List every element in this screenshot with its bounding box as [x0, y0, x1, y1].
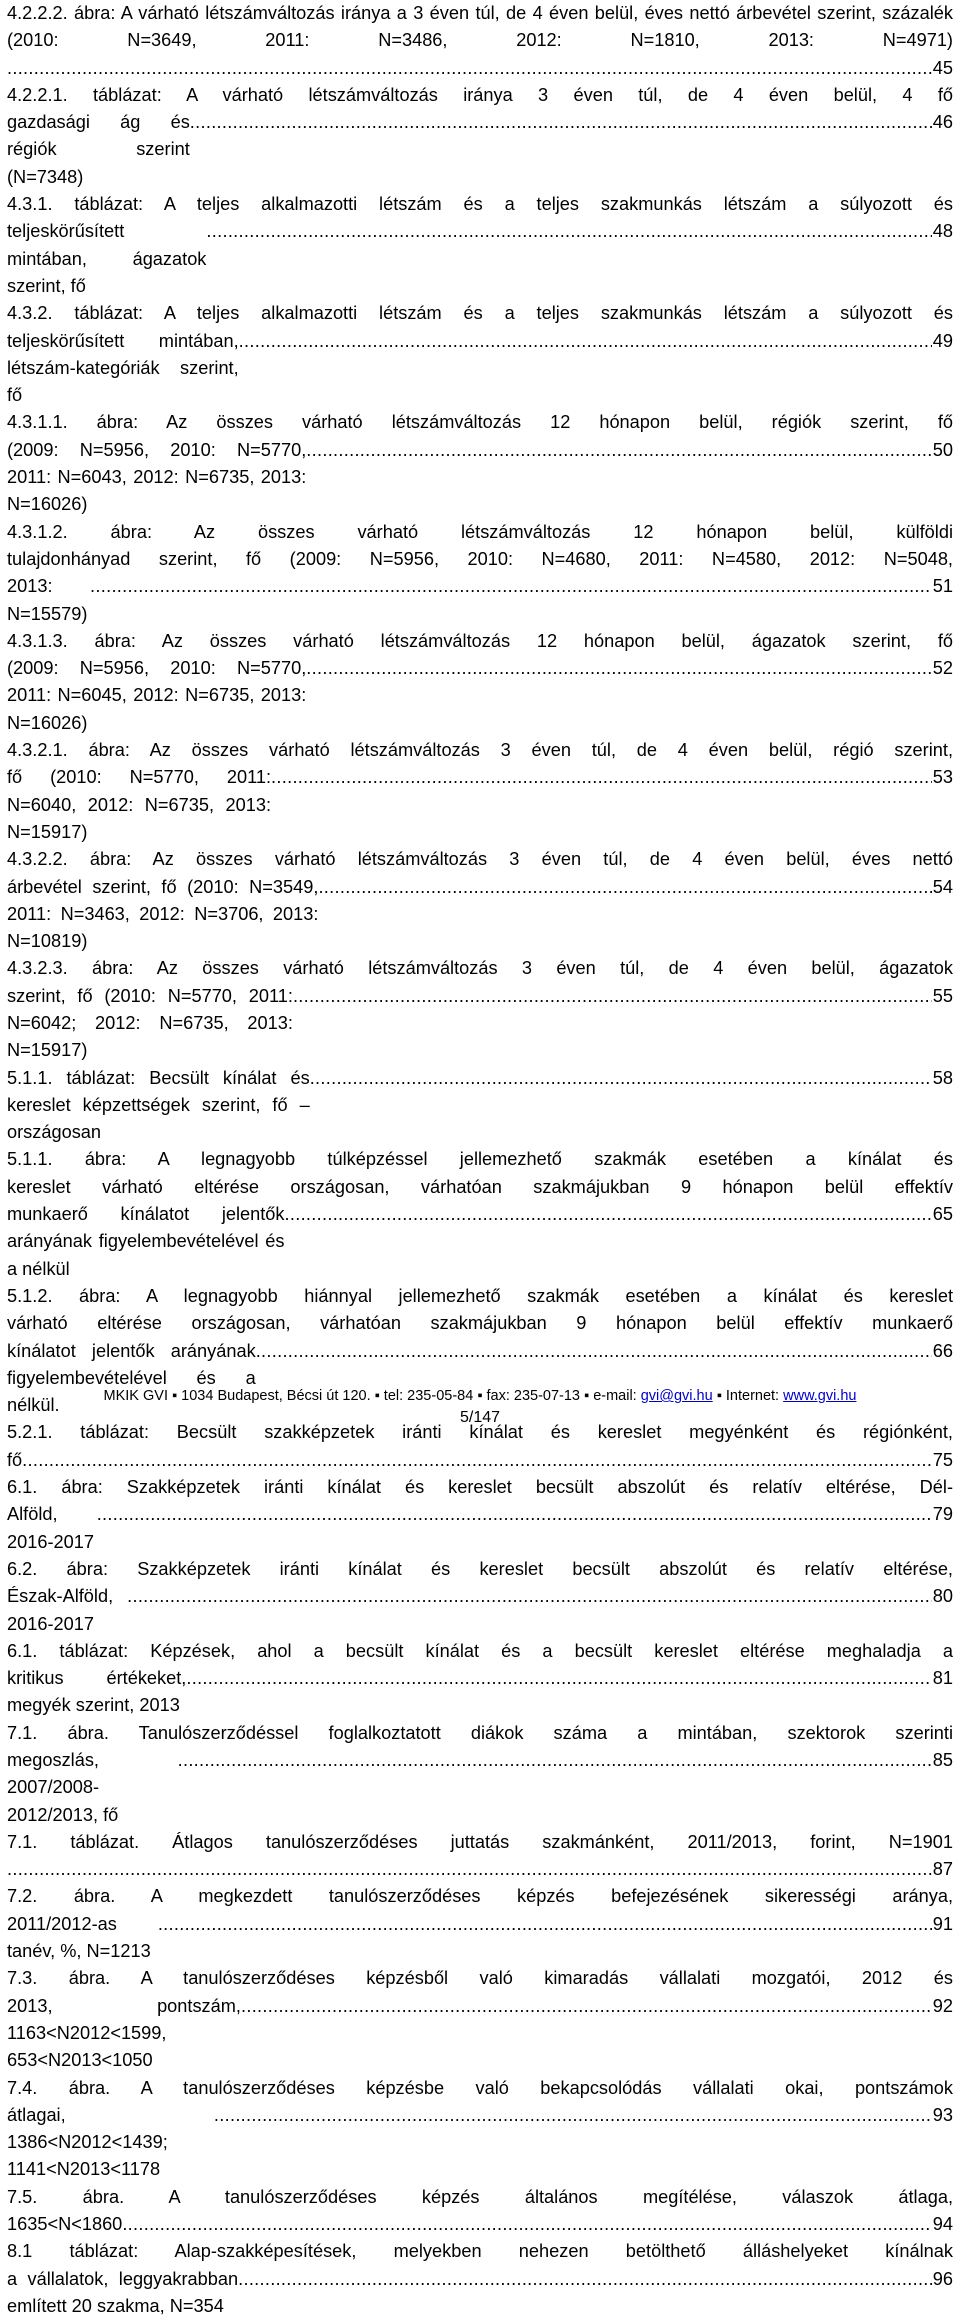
toc-page-number: 75: [932, 1449, 953, 1470]
dot-leader: [97, 1501, 932, 1528]
toc-entry-text: kereslet várható eltérése országosan, várhatóan szakmájukban 9 hónapon belül effektív: [7, 1176, 953, 1197]
toc-page-number: 53: [932, 767, 953, 788]
toc-entry-text: Alföld, 2016-2017: [7, 1504, 94, 1552]
toc-entry-text: a vállalatok, leggyakrabban említett 20 szakma, N=354: [7, 2268, 244, 2316]
toc-entry-leader-line: [7, 55, 953, 82]
toc-entry-text: várható eltérése országosan, várhatóan szakmájukban 9 hónapon belül effektív munkaerő: [7, 1313, 953, 1334]
dot-leader: [90, 573, 932, 600]
toc-entry[interactable]: [7, 2238, 953, 2320]
toc-page-number: 96: [932, 2268, 953, 2289]
toc-entry-text: teljeskörűsített mintában, ágazatok szerint, fő: [7, 221, 212, 296]
dot-leader: [285, 1201, 932, 1228]
toc-page-number: 49: [932, 330, 953, 351]
toc-entry-text: 4.3.2.1. ábra: Az összes várható létszámváltozás 3 éven túl, de 4 éven belül, régió szerint,: [7, 740, 953, 761]
toc-entry-text: 5.2.1. táblázat: Becsült szakképzetek iránti kínálat és kereslet megyénként és régiónként,: [7, 1422, 953, 1443]
toc-entry-leader-line: [7, 1583, 953, 1638]
toc-entry-leader-line: [7, 764, 953, 846]
toc-entry[interactable]: [7, 519, 953, 628]
toc-page-number: 45: [932, 57, 953, 78]
toc-entry[interactable]: [7, 1829, 953, 1884]
toc-entry-leader-line: [7, 1201, 953, 1283]
toc-entry-text: teljeskörűsített mintában, létszám-kategóriák szerint, fő: [7, 330, 244, 406]
dot-leader: [214, 2102, 932, 2129]
toc-entry-text: kritikus értékeket, megyék szerint, 2013: [7, 1668, 192, 1716]
toc-entry-text: tulajdonhányad szerint, fő (2009: N=5956, 2010: N=4680, 2011: N=4580, 2012: N=5048,: [7, 548, 953, 569]
toc-entry-text: 7.4. ábra. A tanulószerződéses képzésbe való bekapcsolódás vállalati okai, pontszámok: [7, 2077, 953, 2098]
toc-entry[interactable]: [7, 846, 953, 955]
toc-page-number: 58: [932, 1067, 953, 1088]
toc-page-number: 65: [932, 1204, 953, 1225]
toc-entry[interactable]: [7, 300, 953, 409]
dot-leader: [22, 1447, 932, 1474]
toc-entry-text: 2013: N=15579): [7, 576, 88, 624]
toc-entry-leader-line: [7, 1065, 953, 1147]
toc-entry-text: 2011/2012-as tanév, %, N=1213: [7, 1913, 151, 1962]
toc-entry-text: gazdasági ág és régiók szerint (N=7348): [7, 112, 195, 187]
toc-entry-text: 4.2.2.1. táblázat: A várható létszámváltozás iránya 3 éven túl, de 4 éven belül, 4 fő: [7, 84, 953, 105]
toc-entry[interactable]: [7, 409, 953, 518]
toc-page-number: 94: [932, 2214, 953, 2235]
toc-entry-text: 4.3.1. táblázat: A teljes alkalmazotti létszám és a teljes szakmunkás létszám a súlyozott és: [7, 194, 953, 215]
footer-internet-label: ▪ Internet:: [712, 1388, 784, 1404]
toc-entry-text: 7.1. táblázat. Átlagos tanulószerződéses juttatás szakmánként, 2011/2013, forint, N=1901: [7, 1831, 953, 1852]
dot-leader: [206, 218, 931, 245]
toc-entry-leader-line: [7, 109, 953, 191]
toc-entry[interactable]: [7, 628, 953, 737]
toc-page-number: 51: [932, 576, 953, 597]
toc-entry[interactable]: [7, 191, 953, 300]
dot-leader: [7, 55, 932, 82]
toc-entry-text: 2013, pontszám, 1163<N2012<1599, 653<N2013<1050: [7, 1995, 247, 2071]
toc-entry-text: (2009: N=5956, 2010: N=5770, 2011: N=6045, 2012: N=6735, 2013: N=16026): [7, 658, 312, 733]
toc-entry[interactable]: [7, 82, 953, 191]
toc-page-number: 55: [932, 985, 953, 1006]
toc-entry-text: 6.1. ábra: Szakképzetek iránti kínálat és kereslet becsült abszolút és relatív eltérése, Dél-: [7, 1477, 953, 1498]
toc-page-number: 66: [932, 1340, 953, 1361]
toc-entry-leader-line: [7, 874, 953, 956]
toc-entry-leader-line: [7, 2266, 953, 2320]
toc-entry-leader-line: [7, 1856, 953, 1883]
toc-entry[interactable]: [7, 1638, 953, 1720]
toc-entry[interactable]: [7, 955, 953, 1064]
toc-entry-text: 7.3. ábra. A tanulószerződéses képzésből való kimaradás vállalati mozgatói, 2012 és: [7, 1968, 953, 1989]
dot-leader: [186, 1665, 931, 1692]
toc-entry-text: 4.3.1.1. ábra: Az összes várható létszámváltozás 12 hónapon belül, régiók szerint, fő: [7, 412, 953, 433]
dot-leader: [238, 2266, 932, 2293]
toc-page-number: 54: [932, 876, 953, 897]
toc-entry[interactable]: [7, 1065, 953, 1147]
dot-leader: [190, 109, 932, 136]
toc-page-number: 50: [932, 439, 953, 460]
toc-page-number: 48: [932, 221, 953, 242]
toc-entry[interactable]: [7, 1965, 953, 2074]
toc-entry[interactable]: [7, 2184, 953, 2239]
toc-entry-text: 8.1 táblázat: Alap-szakképesítések, melyekben nehezen betölthető álláshelyeket kínálnak: [7, 2241, 953, 2262]
toc-entry-leader-line: [7, 2211, 953, 2238]
toc-entry[interactable]: [7, 2075, 953, 2184]
toc-page-number: 85: [932, 1750, 953, 1770]
toc-entry-text: 4.2.2.2. ábra: A várható létszámváltozás iránya a 3 éven túl, de 4 éven belül, éves nettó árbevétel szerint, százalék (2010: N=3649, 2011: N=3486, 2012: N=1810, 2013: N=4971): [7, 3, 953, 51]
toc-entry-text: 5.1.2. ábra: A legnagyobb hiánnyal jellemezhető szakmák esetében a kínálat és kereslet: [7, 1285, 953, 1306]
toc-entry-leader-line: [7, 983, 953, 1065]
toc-page-number: 92: [932, 1995, 953, 2016]
dot-leader: [158, 1911, 932, 1938]
toc-entry-text: 7.2. ábra. A megkezdett tanulószerződéses képzés befejezésének sikerességi aránya,: [7, 1886, 953, 1907]
dot-leader: [7, 1856, 932, 1883]
toc-entry-text: 1635<N<1860: [7, 2214, 123, 2235]
toc-entry-text: 4.3.2. táblázat: A teljes alkalmazotti létszám és a teljes szakmunkás létszám a súlyozott és: [7, 303, 953, 324]
page-number: 5/147: [459, 1409, 501, 1426]
toc-entry[interactable]: [7, 1146, 953, 1282]
toc-entry-leader-line: [7, 1447, 953, 1474]
toc-entry[interactable]: [7, 1474, 953, 1556]
toc-page-number: 79: [932, 1504, 953, 1525]
toc-entry-text: 4.3.2.2. ábra: Az összes várható létszámváltozás 3 éven túl, de 4 éven belül, éves nettó: [7, 849, 953, 870]
toc-entry-leader-line: [7, 218, 953, 300]
toc-entry-text: kínálatot jelentők arányának figyelembevételével és a nélkül.: [7, 1340, 261, 1416]
toc-entry-text: fő (2010: N=5770, 2011: N=6040, 2012: N=6735, 2013: N=15917): [7, 767, 277, 842]
toc-entry-leader-line: [7, 328, 953, 410]
toc-entry-text: fő: [7, 1449, 23, 1470]
dot-leader: [178, 1747, 932, 1774]
toc-entry[interactable]: [7, 1883, 953, 1965]
toc-entry-text: munkaerő kínálatot jelentők arányának figyelembevételével és a nélkül: [7, 1204, 290, 1279]
toc-entry-text: szerint, fő (2010: N=5770, 2011: N=6042; 2012: N=6735, 2013: N=15917): [7, 985, 298, 1061]
dot-leader: [310, 1065, 932, 1092]
toc-entry[interactable]: [7, 0, 953, 82]
toc-entry-text: 7.1. ábra. Tanulószerződéssel foglalkoztatott diákok száma a mintában, szektorok szerinti: [7, 1722, 953, 1743]
toc-page-number: 87: [932, 1859, 953, 1880]
dot-leader: [306, 655, 931, 682]
footer-contact-text: MKIK GVI ▪ 1034 Budapest, Bécsi út 120. ▪ tel: 235-05-84 ▪ fax: 235-07-13 ▪ e-mail:: [103, 1388, 641, 1404]
page-footer: [0, 1386, 960, 1406]
toc-entry-text: Észak-Alföld, 2016-2017: [7, 1586, 119, 1634]
toc-entry-text: 7.5. ábra. A tanulószerződéses képzés általános megítélése, válaszok átlaga,: [7, 2186, 953, 2207]
toc-page-number: 81: [932, 1668, 953, 1689]
toc-entry-leader-line: [7, 573, 953, 628]
toc-entry-text: 6.2. ábra: Szakképzetek iránti kínálat és kereslet becsült abszolút és relatív eltérése,: [7, 1558, 953, 1579]
toc-entry-leader-line: [7, 1501, 953, 1556]
toc-entry-text: megoszlás, 2007/2008-2012/2013, fő: [7, 1750, 119, 1825]
toc-entry-leader-line: [7, 1911, 953, 1966]
table-of-contents: [7, 0, 953, 2320]
toc-entry-text: 4.3.1.3. ábra: Az összes várható létszámváltozás 12 hónapon belül, ágazatok szerint, fő: [7, 630, 953, 651]
footer-email-link[interactable]: gvi@gvi.hu: [640, 1388, 713, 1404]
toc-entry[interactable]: [7, 1720, 953, 1829]
toc-page-number: 52: [932, 658, 953, 679]
toc-entry-leader-line: [7, 1747, 953, 1829]
toc-entry-text: 4.3.2.3. ábra: Az összes várható létszámváltozás 3 éven túl, de 4 éven belül, ágazatok: [7, 958, 953, 979]
dot-leader: [127, 1583, 932, 1610]
toc-page-number: 46: [932, 112, 953, 133]
toc-entry[interactable]: [7, 737, 953, 846]
dot-leader: [318, 874, 931, 901]
dot-leader: [239, 328, 932, 355]
footer-website-link[interactable]: www.gvi.hu: [783, 1388, 857, 1404]
dot-leader: [122, 2211, 931, 2238]
toc-page-number: 93: [932, 2104, 953, 2125]
toc-entry-text: (2009: N=5956, 2010: N=5770, 2011: N=6043, 2012: N=6735, 2013: N=16026): [7, 439, 312, 515]
toc-entry-text: 4.3.1.2. ábra: Az összes várható létszámváltozás 12 hónapon belül, külföldi: [7, 521, 953, 542]
toc-entry-leader-line: [7, 1993, 953, 2075]
toc-page-number: 91: [932, 1913, 953, 1934]
toc-entry-text: 5.1.1. táblázat: Becsült kínálat és kereslet képzettségek szerint, fő – országosan: [7, 1067, 315, 1143]
dot-leader: [271, 764, 932, 791]
dot-leader: [306, 437, 931, 464]
toc-entry-leader-line: [7, 655, 953, 737]
toc-entry-text: 6.1. táblázat: Képzések, ahol a becsült kínálat és a becsült kereslet eltérése meghaladja a: [7, 1640, 953, 1661]
dot-leader: [241, 1993, 932, 2020]
dot-leader: [256, 1338, 932, 1365]
toc-entry-leader-line: [7, 2102, 953, 2184]
toc-entry-text: átlagai, 1386<N2012<1439; 1141<N2013<1178: [7, 2104, 173, 2180]
toc-entry-leader-line: [7, 437, 953, 519]
dot-leader: [293, 983, 932, 1010]
toc-entry-leader-line: [7, 1665, 953, 1720]
toc-entry[interactable]: [7, 1556, 953, 1638]
toc-entry-text: 5.1.1. ábra: A legnagyobb túlképzéssel jellemezhető szakmák esetében a kínálat és: [7, 1149, 953, 1170]
toc-entry-text: árbevétel szerint, fő (2010: N=3549, 2011: N=3463, 2012: N=3706, 2013: N=10819): [7, 876, 324, 952]
toc-page-number: 80: [932, 1586, 953, 1607]
